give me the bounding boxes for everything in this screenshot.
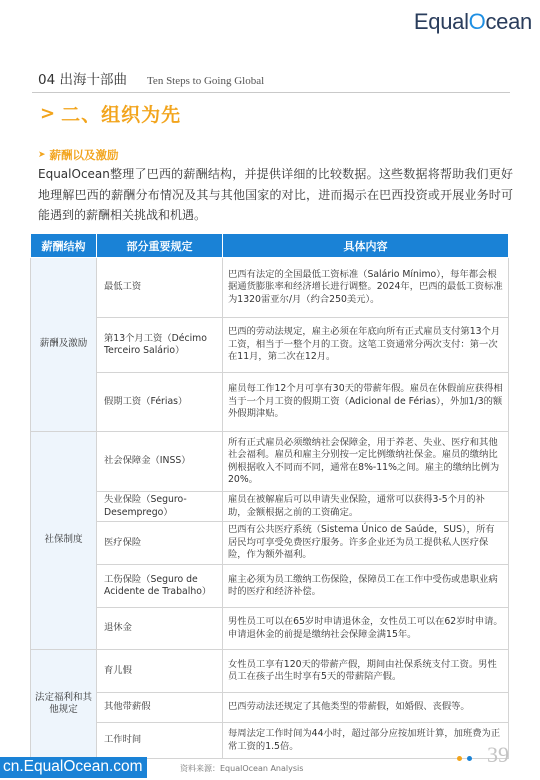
item-cell: 医疗保险 xyxy=(97,522,223,565)
chapter-title-en: Ten Steps to Going Global xyxy=(146,75,265,87)
table-row xyxy=(31,650,509,693)
website-link[interactable]: cn.EqualOcean.com xyxy=(0,757,147,778)
chapter-title: 04 出海十部曲 xyxy=(38,72,127,88)
content-cell: 每周法定工作时间为44小时，超过部分应按加班计算，加班费为正常工资的1.5倍。 xyxy=(223,723,509,759)
item-cell: 工作时间 xyxy=(97,723,223,759)
content-cell: 女性员工享有120天的带薪产假，期间由社保系统支付工资。男性员工在孩子出生时享有5天的带薪陪产假。 xyxy=(223,650,509,693)
content-cell: 所有正式雇员必须缴纳社会保障金，用于养老、失业、医疗和其他社会福利。雇员和雇主分别按一定比例缴纳社保金。雇员的缴纳比例根据收入不同而不同，通常在8%-11%之间。雇主的缴纳比例为20%。 xyxy=(223,432,509,492)
dot-icon xyxy=(467,756,472,761)
source-note: 资料来源：EqualOcean Analysis xyxy=(180,764,304,773)
content-cell: 巴西的劳动法规定，雇主必须在年底向所有正式雇员支付第13个月工资，相当于一整个月的工资。这笔工资通常分两次支付：第一次在11月，第二次在12月。 xyxy=(223,318,509,373)
column-header: 部分重要规定 xyxy=(97,234,223,258)
table-row xyxy=(31,373,509,432)
item-cell: 假期工资（Férias） xyxy=(97,373,223,432)
content-cell: 雇主必须为员工缴纳工伤保险，保障员工在工作中受伤或患职业病时的医疗和经济补偿。 xyxy=(223,565,509,608)
table-row xyxy=(31,608,509,650)
decorative-dots xyxy=(457,756,472,761)
table-row xyxy=(31,318,509,373)
subsection-heading: ➤ 薪酬以及激励 xyxy=(38,148,119,162)
table-row xyxy=(31,565,509,608)
page-number: 39 xyxy=(487,742,509,767)
content-cell: 雇员在被解雇后可以申请失业保险，通常可以获得3-5个月的补助，金额根据之前的工资确定。 xyxy=(223,492,509,522)
item-cell: 社会保障金（INSS） xyxy=(97,432,223,492)
intro-paragraph: EqualOcean整理了巴西的薪酬结构，并提供详细的比较数据。这些数据将帮助我们更好地理解巴西的薪酬分布情况及其与其他国家的对比，进而揭示在巴西投资或开展业务时可能遇到的薪酬相关挑战和机遇。 xyxy=(38,167,513,222)
item-cell: 最低工资 xyxy=(97,258,223,318)
content-cell: 巴西劳动法还规定了其他类型的带薪假，如婚假、丧假等。 xyxy=(223,693,509,723)
item-cell: 工伤保险（Seguro de Acidente de Trabalho） xyxy=(97,565,223,608)
category-cell: 薪酬及激励 xyxy=(31,258,97,432)
item-cell: 育儿假 xyxy=(97,650,223,693)
table-row xyxy=(31,432,509,492)
item-cell: 退休金 xyxy=(97,608,223,650)
content-cell: 男性员工可以在65岁时申请退休金，女性员工可以在62岁时申请。申请退休金的前提是缴纳社会保障金满15年。 xyxy=(223,608,509,650)
table-row xyxy=(31,258,509,318)
item-cell: 第13个月工资（Décimo Terceiro Salário） xyxy=(97,318,223,373)
section-title: > 二、组织为先 xyxy=(40,103,182,126)
chevron-right-icon: > xyxy=(40,103,56,124)
table-row xyxy=(31,492,509,522)
salary-structure-table xyxy=(30,233,509,759)
content-cell: 巴西有公共医疗系统（Sistema Único de Saúde，SUS），所有居民均可享受免费医疗服务。许多企业还为员工提供私人医疗保险，作为额外福利。 xyxy=(223,522,509,565)
category-cell: 法定福利和其他规定 xyxy=(31,650,97,759)
dot-icon xyxy=(457,756,462,761)
table-header-row xyxy=(31,234,509,258)
item-cell: 失业保险（Seguro-Desemprego） xyxy=(97,492,223,522)
content-cell: 巴西有法定的全国最低工资标准（Salário Mínimo），每年都会根据通货膨胀率和经济增长进行调整。2024年，巴西的最低工资标准为1320雷亚尔/月（约合250美元）。 xyxy=(223,258,509,318)
header-divider xyxy=(32,92,510,93)
table-row xyxy=(31,693,509,723)
category-cell: 社保制度 xyxy=(31,432,97,650)
table-row xyxy=(31,522,509,565)
chapter-header xyxy=(38,68,264,88)
triangle-right-icon: ➤ xyxy=(38,150,46,160)
column-header: 薪酬结构 xyxy=(31,234,97,258)
content-cell: 雇员每工作12个月可享有30天的带薪年假。雇员在休假前应获得相当于一个月工资的假期工资（Adicional de Férias），外加1/3的额外假期津贴。 xyxy=(223,373,509,432)
item-cell: 其他带薪假 xyxy=(97,693,223,723)
column-header: 具体内容 xyxy=(223,234,509,258)
table-row xyxy=(31,723,509,759)
equalocean-logo: EqualOcean xyxy=(413,9,532,34)
